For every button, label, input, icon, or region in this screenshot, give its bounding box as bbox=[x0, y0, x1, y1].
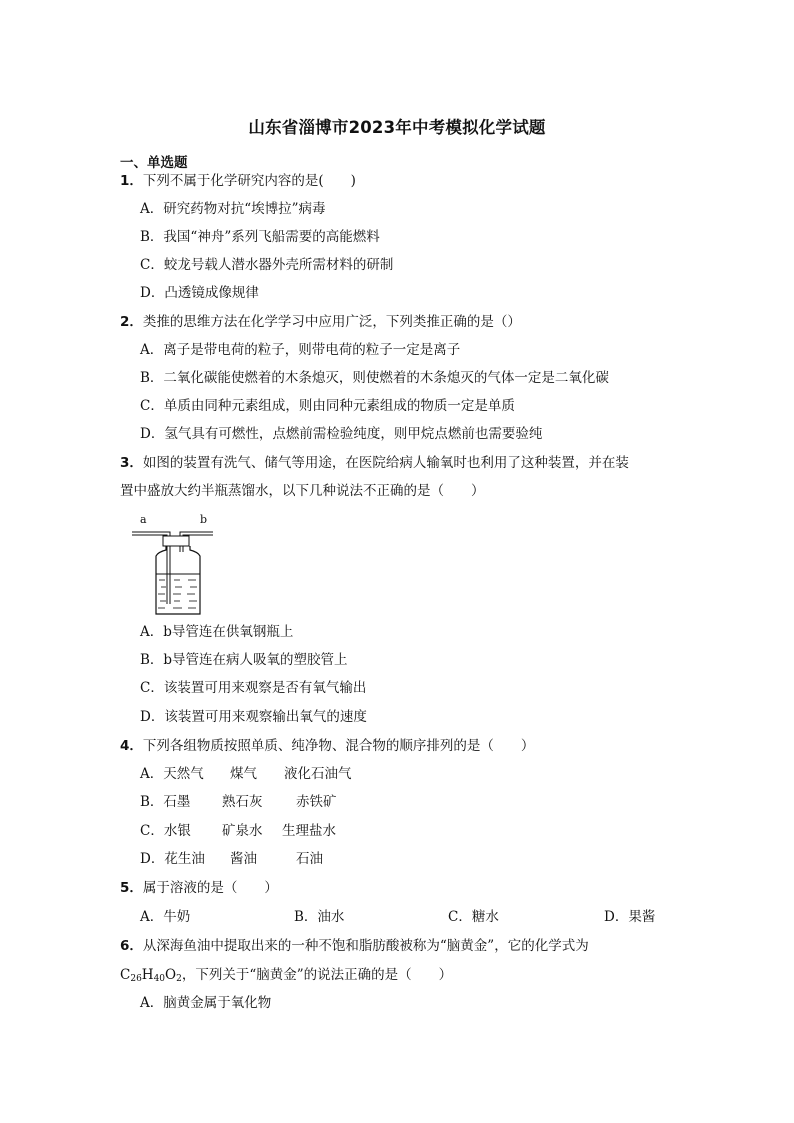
question-4-option-a-2: 煤气 bbox=[230, 766, 257, 782]
question-5-option-b: B．油水 bbox=[294, 909, 345, 925]
section-heading: 一、单选题 bbox=[120, 155, 188, 171]
question-2-option-b: B．二氧化碳能使燃着的木条熄灭，则使燃着的木条熄灭的气体一定是二氧化碳 bbox=[140, 370, 609, 386]
page-title: 山东省淄博市2023年中考模拟化学试题 bbox=[248, 118, 546, 137]
question-number: 5． bbox=[120, 880, 143, 896]
question-1 bbox=[120, 172, 356, 190]
question-text: 类推的思维方法在化学学习中应用广泛，下列类推正确的是（） bbox=[142, 314, 521, 330]
question-6-text-continued: $C_{26}H_{40}O_2$，下列关于“脑黄金”的说法正确的是（ ） bbox=[120, 967, 453, 984]
question-5-option-a: A．牛奶 bbox=[140, 909, 191, 925]
question-4-option-b-2: 熟石灰 bbox=[222, 794, 263, 810]
question-1-option-b: B．我国“神舟”系列飞船需要的高能燃料 bbox=[140, 229, 380, 245]
question-text: 下列不属于化学研究内容的是( ) bbox=[142, 173, 356, 189]
question-number: 2． bbox=[120, 314, 143, 330]
question-5-option-c: C．糖水 bbox=[448, 909, 499, 925]
question-4-option-c-1: C．水银 bbox=[140, 823, 191, 839]
question-number: 1． bbox=[120, 173, 143, 189]
question-text: 下列各组物质按照单质、纯净物、混合物的顺序排列的是（ ） bbox=[142, 738, 535, 754]
question-3-option-b: B．b导管连在病人吸氧的塑胶管上 bbox=[140, 652, 348, 668]
question-4 bbox=[120, 737, 534, 755]
question-6-option-a: A．脑黄金属于氧化物 bbox=[140, 995, 272, 1011]
stopper bbox=[163, 536, 189, 546]
question-3-option-d: D．该装置可用来观察输出氧气的速度 bbox=[140, 709, 367, 725]
question-4-option-a-1: A．天然气 bbox=[140, 766, 204, 782]
question-4-option-d-2: 酱油 bbox=[230, 851, 257, 867]
question-3-text-continued: 置中盛放大约半瓶蒸馏水，以下几种说法不正确的是（ ） bbox=[120, 483, 485, 499]
question-text: 如图的装置有洗气、储气等用途，在医院给病人输氧时也利用了这种装置，并在装 bbox=[142, 455, 629, 471]
question-number: 3． bbox=[120, 455, 143, 471]
question-4-option-a-3: 液化石油气 bbox=[284, 766, 352, 782]
question-4-option-c-3: 生理盐水 bbox=[282, 823, 336, 839]
tube-label-b: b bbox=[200, 513, 208, 526]
question-text: 从深海鱼油中提取出来的一种不饱和脂肪酸被称为“脑黄金”，它的化学式为 bbox=[142, 938, 589, 954]
question-3-option-c: C．该装置可用来观察是否有氧气输出 bbox=[140, 680, 367, 696]
question-3-option-a: A．b导管连在供氧钢瓶上 bbox=[140, 624, 294, 640]
question-1-option-c: C．蛟龙号载人潜水器外壳所需材料的研制 bbox=[140, 257, 394, 273]
water-hatching bbox=[158, 580, 197, 608]
chemical-formula: $C_{26}H_{40}O_2$ bbox=[120, 967, 182, 984]
question-number: 4． bbox=[120, 738, 143, 754]
question-5-option-d: D．果酱 bbox=[604, 909, 656, 925]
question-2 bbox=[120, 313, 521, 331]
question-2-option-a: A．离子是带电荷的粒子，则带电荷的粒子一定是离子 bbox=[140, 342, 461, 358]
question-4-option-b-1: B．石墨 bbox=[140, 794, 191, 810]
question-number: 6． bbox=[120, 938, 143, 954]
question-4-option-c-2: 矿泉水 bbox=[222, 823, 263, 839]
question-4-option-d-3: 石油 bbox=[296, 851, 323, 867]
question-6 bbox=[120, 937, 589, 955]
question-5 bbox=[120, 879, 278, 897]
question-3 bbox=[120, 454, 629, 472]
question-1-option-d: D．凸透镜成像规律 bbox=[140, 285, 259, 301]
question-2-option-d: D．氢气具有可燃性，点燃前需检验纯度，则甲烷点燃前也需要验纯 bbox=[140, 426, 543, 442]
question-text: 属于溶液的是（ ） bbox=[142, 880, 278, 896]
tube-label-a: a bbox=[140, 513, 147, 526]
question-4-option-b-3: 赤铁矿 bbox=[296, 794, 337, 810]
question-2-option-c: C．单质由同种元素组成，则由同种元素组成的物质一定是单质 bbox=[140, 398, 515, 414]
question-1-option-a: A．研究药物对抗“埃博拉”病毒 bbox=[140, 201, 326, 217]
question-4-option-d-1: D．花生油 bbox=[140, 851, 205, 867]
gas-washing-bottle-figure bbox=[130, 512, 220, 616]
